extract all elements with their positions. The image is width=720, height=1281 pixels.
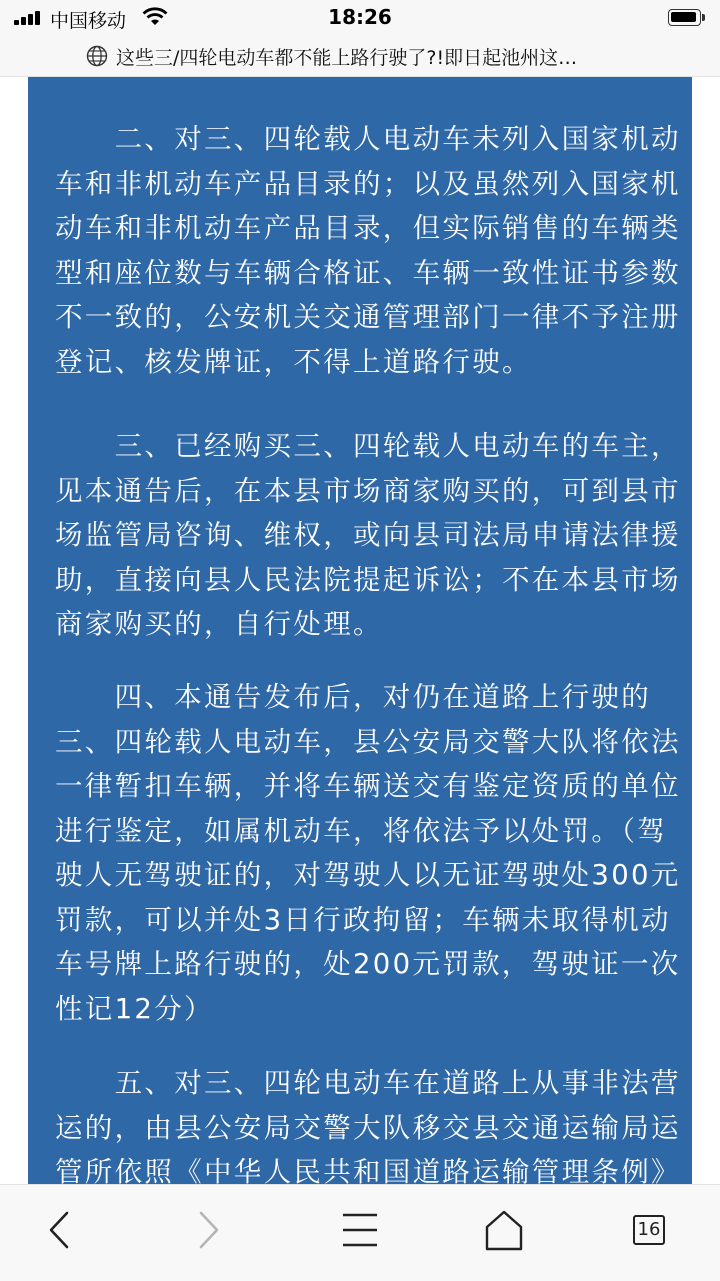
- text-line: 车号牌上路行驶的，处200元罚款，驾驶证一次: [55, 948, 681, 980]
- text-line: 进行鉴定，如属机动车，将依法予以处罚。（驾: [55, 814, 668, 847]
- address-bar[interactable]: [0, 36, 720, 77]
- text-line: 场监管局咨询、维权，或向县司法局申请法律援: [55, 519, 681, 551]
- text-line: 五、对三、四轮电动车在道路上从事非法营: [55, 1067, 681, 1099]
- carrier-name: 中国移动: [50, 10, 127, 32]
- status-bar: [0, 0, 720, 36]
- text-line: 驶人无驾驶证的，对驾驶人以无证驾驶处300元: [55, 859, 681, 891]
- text-line: 四、本通告发布后，对仍在道路上行驶的: [55, 681, 651, 713]
- paragraph-2: [55, 117, 681, 384]
- text-line: 助，直接向县人民法院提起诉讼；不在本县市场: [55, 563, 681, 596]
- paragraph-4: [55, 675, 681, 1031]
- paragraph-5: [55, 1061, 681, 1184]
- text-line: 性记12分）: [55, 992, 214, 1025]
- text-line: 一律暂扣车辆，并将车辆送交有鉴定资质的单位: [55, 770, 681, 802]
- text-line: 三、已经购买三、四轮载人电动车的车主，: [55, 430, 681, 462]
- text-line: 车和非机动车产品目录的；以及虽然列入国家机: [55, 167, 681, 200]
- text-line: 商家购买的，自行处理。: [55, 608, 383, 640]
- text-line: 动车和非机动车产品目录，但实际销售的车辆类: [55, 212, 681, 244]
- text-line: 管所依照《中华人民共和国道路运输管理条例》: [55, 1156, 681, 1184]
- home-icon[interactable]: [479, 1205, 529, 1255]
- text-line: 三、四轮载人电动车，县公安局交警大队将依法: [55, 725, 681, 758]
- tabs-icon[interactable]: 16: [633, 1215, 665, 1245]
- forward-icon[interactable]: [183, 1205, 233, 1255]
- text-line: 二、对三、四轮载人电动车未列入国家机动: [55, 123, 681, 155]
- paragraph-3: [55, 424, 681, 647]
- text-line: 登记、核发牌证，不得上道路行驶。: [55, 345, 532, 378]
- globe-icon: [86, 45, 108, 67]
- text-line: 罚款，可以并处3日行政拘留；车辆未取得机动: [55, 903, 671, 936]
- text-line: 运的，由县公安局交警大队移交县交通运输局运: [55, 1111, 681, 1144]
- page-title: 这些三/四轮电动车都不能上路行驶了?!即日起池州这…: [116, 47, 578, 69]
- text-line: 不一致的，公安机关交通管理部门一律不予注册: [55, 301, 681, 333]
- text-line: 型和座位数与车辆合格证、车辆一致性证书参数: [55, 256, 681, 289]
- battery-icon: [668, 9, 704, 26]
- clock: 18:26: [328, 5, 392, 29]
- text-line: 见本通告后，在本县市场商家购买的，可到县市: [55, 474, 681, 507]
- menu-icon[interactable]: [335, 1205, 385, 1255]
- back-icon[interactable]: [35, 1205, 85, 1255]
- article-content: [28, 77, 692, 1184]
